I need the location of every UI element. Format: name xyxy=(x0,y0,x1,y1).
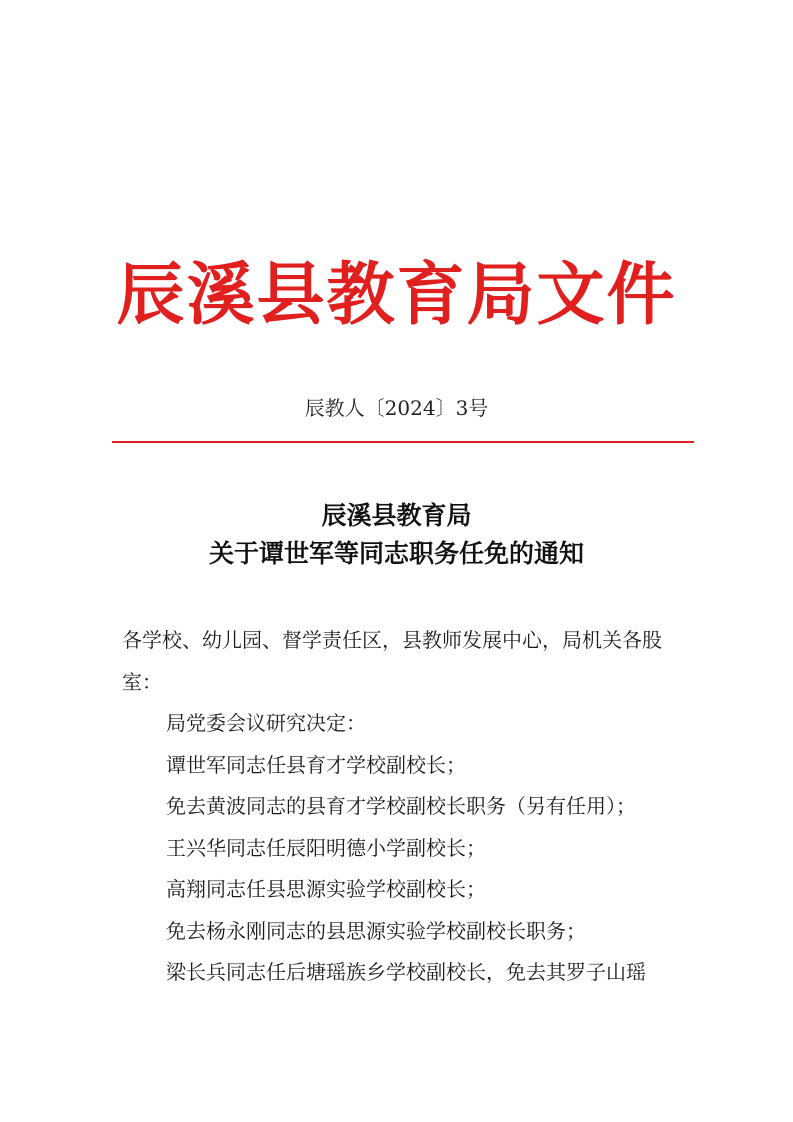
notice-body xyxy=(122,620,682,994)
paragraph-appointment: 高翔同志任县思源实验学校副校长； xyxy=(166,877,486,901)
paragraph-appointment: 谭世军同志任县育才学校副校长； xyxy=(166,752,466,777)
red-divider-line xyxy=(112,441,694,443)
paragraph-dismissal: 免去杨永刚同志的县思源实验学校副校长职务； xyxy=(166,918,586,943)
paragraph-decision: 局党委会议研究决定： xyxy=(166,711,366,735)
recipients: 各学校、幼儿园、督学责任区，县教师发展中心，局机关各股室： xyxy=(122,628,662,694)
paragraph-appointment: 梁长兵同志任后塘瑶族乡学校副校长，免去其罗子山瑶 xyxy=(166,960,646,984)
notice-title-line-1: 辰溪县教育局 xyxy=(321,501,472,530)
document-number: 辰教人〔2024〕3号 xyxy=(304,396,489,420)
notice-title-line-2: 关于谭世军等同志职务任免的通知 xyxy=(208,539,584,568)
paragraph-dismissal: 免去黄波同志的县育才学校副校长职务（另有任用）； xyxy=(166,794,636,818)
paragraph-appointment: 王兴华同志任辰阳明德小学副校长； xyxy=(166,835,486,860)
masthead-title: 辰溪县教育局文件 xyxy=(116,255,677,335)
